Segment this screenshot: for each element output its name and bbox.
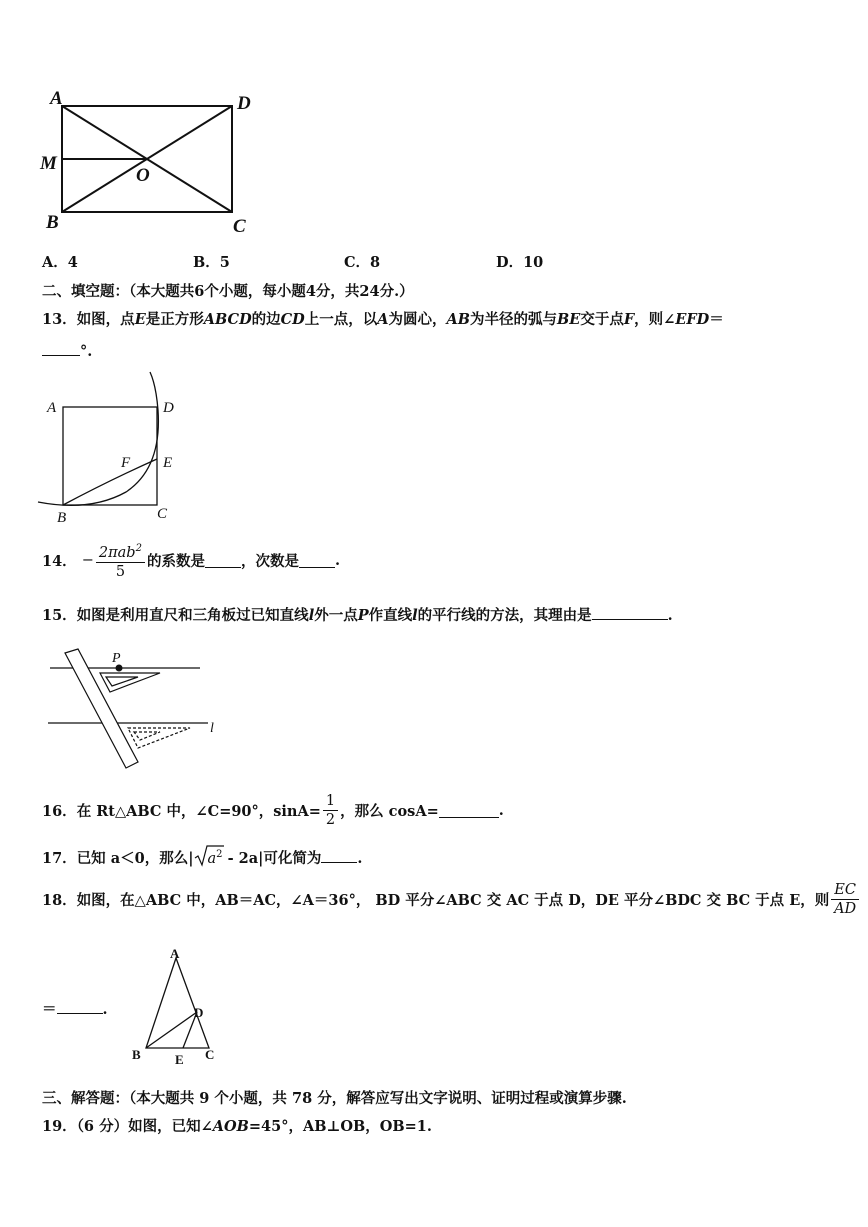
answer-blank[interactable] [439, 803, 499, 818]
square-root: $a^2$ [194, 849, 223, 867]
answer-blank[interactable] [592, 605, 668, 620]
section-2-heading: 二、填空题：（本大题共6个小题，每小题4分，共24分.） [42, 283, 414, 300]
label-d: D [163, 400, 174, 416]
answer-blank[interactable] [321, 848, 357, 863]
label-p: P [112, 651, 121, 666]
label-o: O [136, 165, 150, 186]
question-13-answer-line: °. [42, 341, 92, 360]
rectangle-abcd-figure [30, 85, 260, 245]
question-number: 18． [42, 892, 77, 909]
triangle-top-inner [106, 677, 138, 686]
fraction: $\frac{1}{2}$ [323, 792, 338, 829]
triangle-abc [146, 958, 209, 1048]
question-number: 14． [42, 552, 77, 570]
question-17: 17．已知 a＜0，那么| $a^2 - 2a|$可化简为 . [42, 847, 362, 868]
triangle-abc-figure [125, 945, 225, 1070]
question-number: 16． [42, 803, 77, 820]
segment-be [63, 459, 157, 505]
label-a: A [47, 400, 57, 416]
option-c: C．8 [344, 254, 381, 271]
triangle-bottom-inner-dashed [134, 732, 160, 740]
question-number: 19． [42, 1118, 77, 1135]
label-m: M [40, 153, 57, 174]
fraction: $\frac{2\pi ab^2}{5}$ [96, 540, 145, 581]
question-number: 17． [42, 850, 77, 867]
question-18-answer-line: ＝ . [42, 1001, 108, 1018]
label-e: E [163, 455, 173, 471]
option-a: A．4 [42, 254, 78, 271]
label-d: D [237, 93, 251, 114]
label-c: C [205, 1047, 215, 1062]
triangle-bottom-dashed [128, 728, 190, 748]
label-a: A [50, 88, 63, 109]
fraction: $\frac{EC}{AD}$ [831, 881, 859, 918]
question-13: 13．如图，点E是正方形ABCD的边CD上一点，以A为圆心，AB为半径的弧与BE交于点F，则∠EFD＝ [42, 311, 724, 328]
answer-blank[interactable] [57, 999, 103, 1014]
section-3-heading: 三、解答题：（本大题共 9 个小题，共 78 分，解答应写出文字说明、证明过程或演算步骤. [42, 1090, 627, 1107]
question-number: 15． [42, 607, 77, 624]
question-14: 14． − $\frac{2\pi ab^2}{5}$ 的系数是 ，次数是 . [42, 540, 340, 581]
answer-blank-coefficient[interactable] [205, 553, 241, 568]
label-d: D [194, 1005, 204, 1020]
question-18: 18．如图，在△ABC 中，AB＝AC，∠A＝36°， BD 平分∠ABC 交 AC 于点 D，DE 平分∠BDC 交 BC 于点 E，则 $\frac{EC}{AD}$ [42, 881, 861, 918]
label-l: l [210, 721, 214, 736]
option-b: B．5 [193, 254, 230, 271]
label-a: A [170, 946, 180, 961]
square-arc-figure [30, 370, 190, 530]
question-number: 13． [42, 311, 77, 328]
arc-bd [38, 372, 158, 505]
ruler-triangle-figure [40, 648, 240, 773]
label-b: B [46, 212, 59, 233]
label-c: C [233, 216, 246, 237]
label-c: C [157, 506, 168, 522]
ruler [65, 649, 138, 768]
answer-blank-degree[interactable] [299, 553, 335, 568]
label-f: F [121, 455, 131, 471]
option-d: D．10 [496, 254, 544, 271]
question-15: 15．如图是利用直尺和三角板过已知直线l外一点P作直线l的平行线的方法，其理由是 . [42, 607, 673, 624]
answer-blank[interactable] [42, 341, 80, 356]
label-e: E [175, 1052, 184, 1067]
question-19: 19．（6 分）如图，已知∠AOB=45°，AB⊥OB，OB=1. [42, 1118, 432, 1135]
question-16: 16．在 Rt△ABC 中，∠C=90°，sinA= $\frac{1}{2}$ ，那么 cosA= . [42, 793, 504, 828]
square-outline [63, 407, 157, 505]
label-b: B [132, 1047, 141, 1062]
label-b: B [57, 510, 67, 526]
radical-sign-icon [194, 845, 224, 867]
